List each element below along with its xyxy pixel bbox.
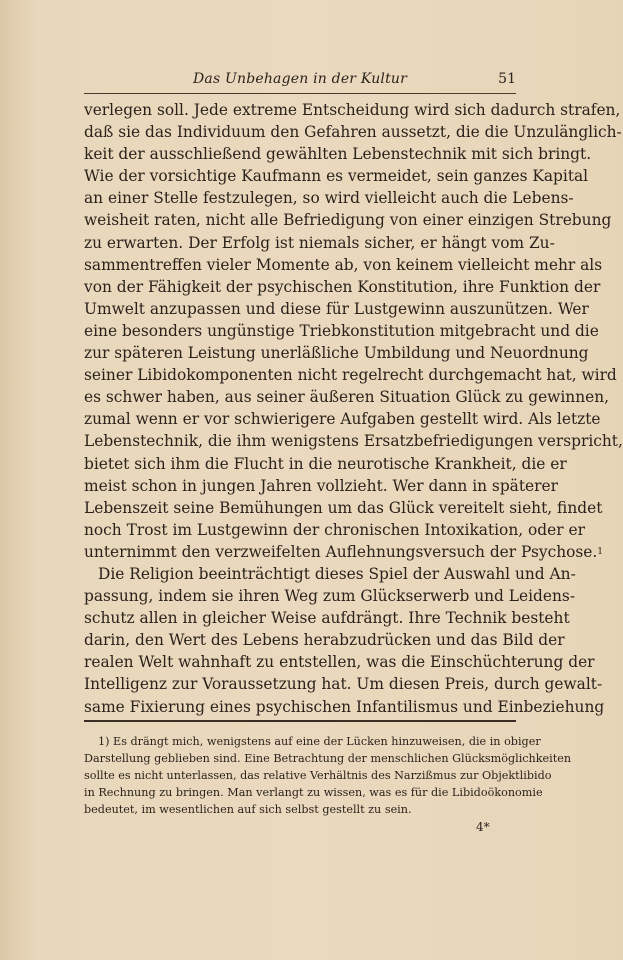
text-line: noch Trost im Lustgewinn der chronischen Intoxikation, oder er: [84, 520, 585, 539]
footnote-line: bedeutet, im wesentlichen auf sich selbst gestellt zu sein.: [84, 803, 412, 817]
footnote: [84, 733, 572, 818]
text-line: von der Fähigkeit der psychischen Konstitution, ihre Funktion der: [84, 277, 601, 296]
text-line: zu erwarten. Der Erfolg ist niemals sicher, er hängt vom Zu-: [84, 233, 555, 252]
footnote-rule: [84, 720, 516, 722]
footnote-line: Darstellung geblieben sind. Eine Betrachtung der menschlichen Glücksmöglichkeiten: [84, 752, 572, 766]
text-line: Lebenstechnik, die ihm wenigstens Ersatzbefriedigungen verspricht,: [84, 432, 623, 451]
header-rule: [84, 93, 516, 94]
text-line: schutz allen in gleicher Weise aufdrängt. Ihre Technik besteht: [84, 609, 570, 628]
running-head: [84, 68, 516, 94]
text-line: bietet sich ihm die Flucht in die neurotische Krankheit, die er: [84, 454, 567, 473]
text-line: daß sie das Individuum den Gefahren aussetzt, die die Unzulänglich-: [84, 123, 622, 142]
text-line: an einer Stelle festzulegen, so wird vielleicht auch die Lebens-: [84, 189, 574, 208]
text-line: darin, den Wert des Lebens herabzudrücken und das Bild der: [84, 631, 565, 650]
footnote-reference: 1: [597, 546, 604, 557]
text-line: Wie der vorsichtige Kaufmann es vermeidet, sein ganzes Kapital: [84, 167, 589, 186]
text-line: es schwer haben, aus seiner äußeren Situation Glück zu gewinnen,: [84, 388, 610, 407]
text-line: Intelligenz zur Voraussetzung hat. Um diesen Preis, durch gewalt-: [84, 675, 603, 694]
text-line: realen Welt wahnhaft zu entstellen, was die Einschüchterung der: [84, 653, 595, 672]
text-line-with-footnote: [84, 541, 604, 563]
text-line: keit der ausschließend gewählten Lebenstechnik mit sich bringt.: [84, 145, 592, 164]
text-line: Lebenszeit seine Bemühungen um das Glück vereitelt sieht, findet: [84, 498, 603, 517]
text-line: weisheit raten, nicht alle Befriedigung von einer einzigen Strebung: [84, 211, 612, 230]
text-line: seiner Libidokomponenten nicht regelrecht durchgemacht hat, wird: [84, 366, 617, 385]
text-line: eine besonders ungünstige Triebkonstitution mitgebracht und die: [84, 321, 599, 340]
text-line: unternimmt den verzweifelten Auflehnungsversuch der Psychose.: [84, 542, 598, 561]
text-line: zumal wenn er vor schwierigere Aufgaben gestellt wird. Als letzte: [84, 410, 601, 429]
text-line: Umwelt anzupassen und diese für Lustgewinn auszunützen. Wer: [84, 299, 589, 318]
running-title: Das Unbehagen in der Kultur: [192, 71, 408, 87]
footnote-line: 1) Es drängt mich, wenigstens auf eine der Lücken hinzuweisen, die in obiger: [98, 735, 541, 748]
page-number: 51: [498, 71, 516, 87]
text-line: sammentreffen vieler Momente ab, von keinem vielleicht mehr als: [84, 255, 603, 274]
text-line: Die Religion beeinträchtigt dieses Spiel der Auswahl und An-: [98, 564, 576, 583]
signature-mark: 4*: [476, 820, 490, 834]
text-line: zur späteren Leistung unerläßliche Umbildung und Neuordnung: [84, 344, 589, 363]
text-line: verlegen soll. Jede extreme Entscheidung wird sich dadurch strafen,: [84, 101, 621, 119]
main-text: [84, 99, 623, 718]
text-line: passung, indem sie ihren Weg zum Glückserwerb und Leidens-: [84, 587, 576, 606]
footnote-line: sollte es nicht unterlassen, das relative Verhältnis des Narzißmus zur Objektlibido: [84, 769, 552, 783]
footnote-line: in Rechnung zu bringen. Man verlangt zu wissen, was es für die Libidoökonomie: [84, 786, 543, 800]
text-line: meist schon in jungen Jahren vollzieht. Wer dann in späterer: [84, 476, 558, 495]
text-line: same Fixierung eines psychischen Infantilismus und Einbeziehung: [84, 697, 605, 716]
